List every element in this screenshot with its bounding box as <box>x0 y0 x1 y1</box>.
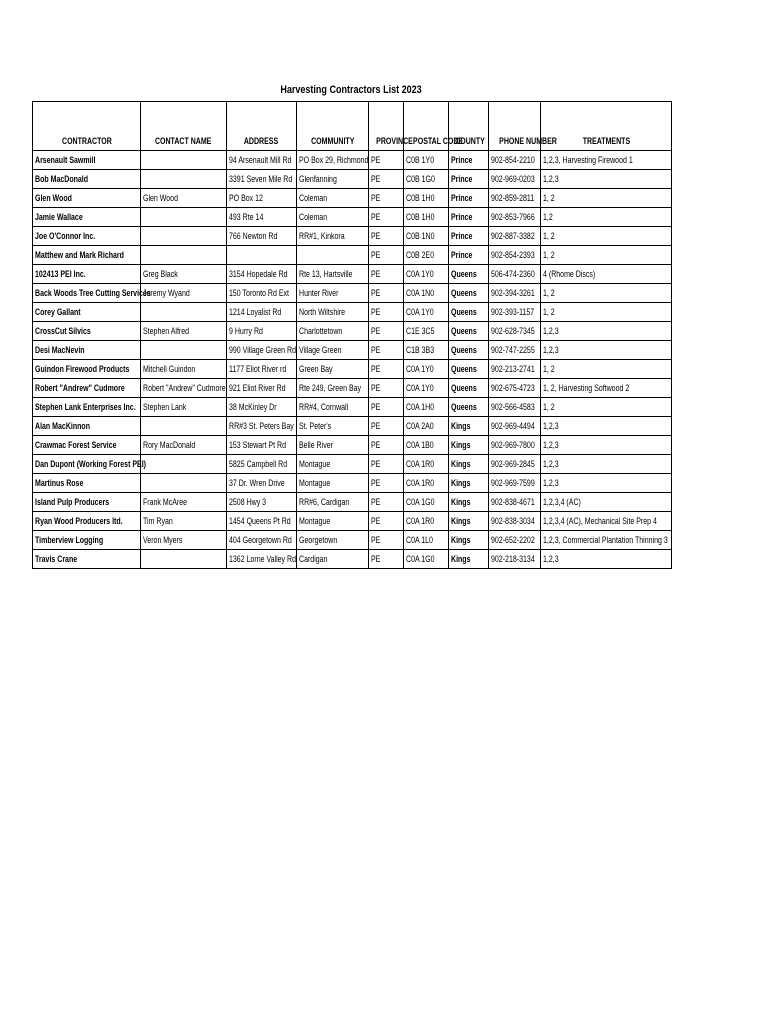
cell-treatments: 1,2 <box>541 208 672 227</box>
cell-community: Coleman <box>297 189 369 208</box>
cell-phone-number: 902-652-2202 <box>489 531 541 550</box>
cell-contractor: Guindon Firewood Products <box>33 360 141 379</box>
cell-phone-number: 902-854-2210 <box>489 151 541 170</box>
table-row <box>33 208 672 227</box>
cell-address: 1362 Lorne Valley Rd <box>227 550 297 569</box>
table-row <box>33 512 672 531</box>
cell-treatments: 1, 2 <box>541 360 672 379</box>
cell-county: Prince <box>449 227 489 246</box>
cell-treatments: 1, 2, Harvesting Softwood 2 <box>541 379 672 398</box>
table-row <box>33 493 672 512</box>
cell-postal-code: C0A 1Y0 <box>404 379 449 398</box>
cell-community: Rte 13, Hartsville <box>297 265 369 284</box>
column-header-county: COUNTY <box>449 102 489 151</box>
cell-phone-number: 902-887-3382 <box>489 227 541 246</box>
cell-treatments: 1, 2 <box>541 284 672 303</box>
cell-contact-name: Stephen Lank <box>141 398 227 417</box>
cell-contact-name <box>141 474 227 493</box>
cell-community: RR#4, Cornwall <box>297 398 369 417</box>
cell-phone-number: 902-393-1157 <box>489 303 541 322</box>
column-header-contact-name: CONTACT NAME <box>141 102 227 151</box>
cell-community: RR#1, Kinkora <box>297 227 369 246</box>
cell-contractor: Glen Wood <box>33 189 141 208</box>
cell-address: 3154 Hopedale Rd <box>227 265 297 284</box>
cell-county: Prince <box>449 151 489 170</box>
cell-county: Queens <box>449 398 489 417</box>
cell-community: Montague <box>297 512 369 531</box>
cell-treatments: 1,2,3 <box>541 455 672 474</box>
cell-province: PE <box>369 208 404 227</box>
cell-treatments: 1, 2 <box>541 398 672 417</box>
cell-contact-name: Veron Myers <box>141 531 227 550</box>
cell-county: Queens <box>449 284 489 303</box>
cell-address: 990 Village Green Rd <box>227 341 297 360</box>
cell-phone-number: 902-218-3134 <box>489 550 541 569</box>
cell-county: Queens <box>449 341 489 360</box>
cell-province: PE <box>369 398 404 417</box>
cell-address: 38 McKinley Dr <box>227 398 297 417</box>
cell-community <box>297 246 369 265</box>
table-row <box>33 455 672 474</box>
cell-phone-number: 902-969-0203 <box>489 170 541 189</box>
header-row <box>33 102 672 151</box>
cell-province: PE <box>369 246 404 265</box>
cell-county: Queens <box>449 265 489 284</box>
cell-treatments: 1,2,3 <box>541 341 672 360</box>
cell-contractor: 102413 PEI Inc. <box>33 265 141 284</box>
cell-county: Kings <box>449 550 489 569</box>
cell-province: PE <box>369 550 404 569</box>
cell-province: PE <box>369 265 404 284</box>
cell-contact-name: Frank McAree <box>141 493 227 512</box>
cell-phone-number: 902-566-4583 <box>489 398 541 417</box>
cell-community: Montague <box>297 455 369 474</box>
cell-address: 1214 Loyalist Rd <box>227 303 297 322</box>
cell-treatments: 4 (Rhome Discs) <box>541 265 672 284</box>
cell-province: PE <box>369 493 404 512</box>
cell-county: Prince <box>449 246 489 265</box>
cell-contractor: Ryan Wood Producers ltd. <box>33 512 141 531</box>
cell-phone-number: 902-838-3034 <box>489 512 541 531</box>
cell-contractor: Desi MacNevin <box>33 341 141 360</box>
cell-address: 9 Hurry Rd <box>227 322 297 341</box>
table-row <box>33 151 672 170</box>
cell-contact-name <box>141 151 227 170</box>
cell-address: 150 Toronto Rd Ext <box>227 284 297 303</box>
cell-contact-name: Rory MacDonald <box>141 436 227 455</box>
cell-treatments: 1,2,3 <box>541 474 672 493</box>
table-row <box>33 474 672 493</box>
column-header-address: ADDRESS <box>227 102 297 151</box>
table-row <box>33 379 672 398</box>
cell-treatments: 1,2,3,4 (AC) <box>541 493 672 512</box>
cell-contractor: Crawmac Forest Service <box>33 436 141 455</box>
column-header-province: PROVINCE <box>369 102 404 151</box>
table-row <box>33 227 672 246</box>
cell-province: PE <box>369 303 404 322</box>
cell-community: Georgetown <box>297 531 369 550</box>
cell-treatments: 1,2,3, Harvesting Firewood 1 <box>541 151 672 170</box>
cell-treatments: 1, 2 <box>541 227 672 246</box>
table-row <box>33 322 672 341</box>
cell-address: PO Box 12 <box>227 189 297 208</box>
cell-contractor: Jamie Wallace <box>33 208 141 227</box>
cell-postal-code: C0B 1H0 <box>404 189 449 208</box>
cell-postal-code: C0B 2E0 <box>404 246 449 265</box>
cell-contractor: CrossCut Silvics <box>33 322 141 341</box>
cell-phone-number: 902-628-7345 <box>489 322 541 341</box>
cell-contact-name: Mitchell Guindon <box>141 360 227 379</box>
cell-treatments: 1,2,3,4 (AC), Mechanical Site Prep 4 <box>541 512 672 531</box>
cell-county: Prince <box>449 189 489 208</box>
cell-treatments: 1,2,3 <box>541 170 672 189</box>
cell-contact-name <box>141 170 227 189</box>
table-row <box>33 189 672 208</box>
cell-province: PE <box>369 512 404 531</box>
cell-treatments: 1, 2 <box>541 189 672 208</box>
cell-phone-number: 902-969-4494 <box>489 417 541 436</box>
cell-address: 5825 Campbell Rd <box>227 455 297 474</box>
cell-postal-code: C0A 1Y0 <box>404 303 449 322</box>
cell-county: Kings <box>449 455 489 474</box>
cell-contractor: Alan MacKinnon <box>33 417 141 436</box>
cell-community: Coleman <box>297 208 369 227</box>
cell-contact-name: Jeremy Wyand <box>141 284 227 303</box>
cell-contractor: Stephen Lank Enterprises Inc. <box>33 398 141 417</box>
cell-postal-code: C0A 1G0 <box>404 550 449 569</box>
contractors-table <box>32 101 672 569</box>
table-row <box>33 170 672 189</box>
cell-county: Queens <box>449 360 489 379</box>
table-row <box>33 360 672 379</box>
cell-province: PE <box>369 379 404 398</box>
cell-treatments: 1,2,3 <box>541 322 672 341</box>
cell-community: Glenfanning <box>297 170 369 189</box>
cell-phone-number: 902-969-2845 <box>489 455 541 474</box>
cell-contact-name <box>141 341 227 360</box>
table-row <box>33 531 672 550</box>
column-header-postal-code: POSTAL CODE <box>404 102 449 151</box>
cell-province: PE <box>369 417 404 436</box>
cell-postal-code: C0A 1L0 <box>404 531 449 550</box>
cell-province: PE <box>369 227 404 246</box>
cell-address: 493 Rte 14 <box>227 208 297 227</box>
table-row <box>33 341 672 360</box>
column-header-treatments: TREATMENTS <box>541 102 672 151</box>
table-row <box>33 550 672 569</box>
cell-community: Village Green <box>297 341 369 360</box>
cell-postal-code: C0A 1N0 <box>404 284 449 303</box>
cell-province: PE <box>369 360 404 379</box>
cell-contact-name: Greg Black <box>141 265 227 284</box>
cell-province: PE <box>369 436 404 455</box>
cell-postal-code: C0B 1N0 <box>404 227 449 246</box>
cell-contact-name: Stephen Alfred <box>141 322 227 341</box>
cell-treatments: 1, 2 <box>541 303 672 322</box>
cell-postal-code: C0A 1R0 <box>404 474 449 493</box>
cell-treatments: 1,2,3 <box>541 417 672 436</box>
cell-postal-code: C0A 1H0 <box>404 398 449 417</box>
cell-postal-code: C0A 1Y0 <box>404 360 449 379</box>
column-header-phone-number: PHONE NUMBER <box>489 102 541 151</box>
cell-county: Kings <box>449 474 489 493</box>
cell-contractor: Arsenault Sawmill <box>33 151 141 170</box>
cell-address: 404 Georgetown Rd <box>227 531 297 550</box>
cell-community: Belle River <box>297 436 369 455</box>
table-row <box>33 246 672 265</box>
cell-province: PE <box>369 151 404 170</box>
cell-contractor: Martinus Rose <box>33 474 141 493</box>
cell-contact-name: Glen Wood <box>141 189 227 208</box>
cell-contact-name <box>141 550 227 569</box>
cell-contact-name <box>141 227 227 246</box>
cell-contact-name <box>141 208 227 227</box>
cell-postal-code: C0A 2A0 <box>404 417 449 436</box>
column-header-community: COMMUNITY <box>297 102 369 151</box>
table-row <box>33 303 672 322</box>
cell-contact-name <box>141 417 227 436</box>
cell-contact-name: Robert "Andrew" Cudmore <box>141 379 227 398</box>
cell-contact-name <box>141 303 227 322</box>
cell-phone-number: 902-969-7599 <box>489 474 541 493</box>
cell-community: Hunter River <box>297 284 369 303</box>
cell-county: Kings <box>449 512 489 531</box>
cell-phone-number: 902-969-7800 <box>489 436 541 455</box>
table-row <box>33 417 672 436</box>
cell-phone-number: 506-474-2360 <box>489 265 541 284</box>
cell-county: Kings <box>449 531 489 550</box>
cell-postal-code: C0B 1G0 <box>404 170 449 189</box>
cell-contractor: Corey Gallant <box>33 303 141 322</box>
cell-contractor: Robert "Andrew" Cudmore <box>33 379 141 398</box>
cell-address: 94 Arsenault Mill Rd <box>227 151 297 170</box>
cell-county: Queens <box>449 322 489 341</box>
cell-address: 921 Eliot River Rd <box>227 379 297 398</box>
cell-county: Prince <box>449 170 489 189</box>
cell-postal-code: C0A 1G0 <box>404 493 449 512</box>
cell-province: PE <box>369 455 404 474</box>
cell-contractor: Matthew and Mark Richard <box>33 246 141 265</box>
cell-postal-code: C0A 1B0 <box>404 436 449 455</box>
cell-contractor: Travis Crane <box>33 550 141 569</box>
cell-community: PO Box 29, Richmond <box>297 151 369 170</box>
cell-postal-code: C1B 3B3 <box>404 341 449 360</box>
cell-contractor: Bob MacDonald <box>33 170 141 189</box>
cell-contractor: Island Pulp Producers <box>33 493 141 512</box>
table-row <box>33 398 672 417</box>
cell-postal-code: C0A 1R0 <box>404 512 449 531</box>
cell-contractor: Dan Dupont (Working Forest PEI) <box>33 455 141 474</box>
cell-postal-code: C1E 3C5 <box>404 322 449 341</box>
cell-contractor: Joe O'Connor Inc. <box>33 227 141 246</box>
cell-postal-code: C0A 1Y0 <box>404 265 449 284</box>
cell-contact-name <box>141 455 227 474</box>
cell-address: 766 Newton Rd <box>227 227 297 246</box>
cell-phone-number: 902-859-2811 <box>489 189 541 208</box>
cell-address: 1454 Queens Pt Rd <box>227 512 297 531</box>
cell-treatments: 1,2,3, Commercial Plantation Thinning 3 <box>541 531 672 550</box>
cell-county: Kings <box>449 493 489 512</box>
cell-address <box>227 246 297 265</box>
cell-contact-name: Tim Ryan <box>141 512 227 531</box>
cell-phone-number: 902-394-3261 <box>489 284 541 303</box>
cell-contact-name <box>141 246 227 265</box>
cell-postal-code: C0A 1R0 <box>404 455 449 474</box>
cell-address: 3391 Seven Mile Rd <box>227 170 297 189</box>
cell-county: Kings <box>449 436 489 455</box>
cell-address: RR#3 St. Peters Bay <box>227 417 297 436</box>
cell-county: Kings <box>449 417 489 436</box>
cell-community: St. Peter's <box>297 417 369 436</box>
cell-province: PE <box>369 189 404 208</box>
cell-phone-number: 902-838-4671 <box>489 493 541 512</box>
cell-community: Cardigan <box>297 550 369 569</box>
cell-province: PE <box>369 284 404 303</box>
document-title: Harvesting Contractors List 2023 <box>280 84 422 96</box>
cell-address: 1177 Eliot River rd <box>227 360 297 379</box>
cell-address: 2508 Hwy 3 <box>227 493 297 512</box>
cell-postal-code: C0B 1Y0 <box>404 151 449 170</box>
cell-county: Prince <box>449 208 489 227</box>
cell-community: Rte 249, Green Bay <box>297 379 369 398</box>
cell-contractor: Timberview Logging <box>33 531 141 550</box>
cell-community: Charlottetown <box>297 322 369 341</box>
cell-contractor: Back Woods Tree Cutting Services <box>33 284 141 303</box>
cell-treatments: 1,2,3 <box>541 550 672 569</box>
cell-treatments: 1,2,3 <box>541 436 672 455</box>
cell-phone-number: 902-853-7966 <box>489 208 541 227</box>
table-row <box>33 265 672 284</box>
cell-community: North Wiltshire <box>297 303 369 322</box>
column-header-contractor: CONTRACTOR <box>33 102 141 151</box>
cell-province: PE <box>369 531 404 550</box>
cell-province: PE <box>369 341 404 360</box>
cell-community: Green Bay <box>297 360 369 379</box>
cell-county: Queens <box>449 303 489 322</box>
cell-address: 37 Dr. Wren Drive <box>227 474 297 493</box>
cell-province: PE <box>369 322 404 341</box>
cell-phone-number: 902-213-2741 <box>489 360 541 379</box>
cell-community: RR#6, Cardigan <box>297 493 369 512</box>
cell-phone-number: 902-854-2393 <box>489 246 541 265</box>
cell-province: PE <box>369 170 404 189</box>
cell-treatments: 1, 2 <box>541 246 672 265</box>
cell-phone-number: 902-675-4723 <box>489 379 541 398</box>
cell-phone-number: 902-747-2255 <box>489 341 541 360</box>
cell-postal-code: C0B 1H0 <box>404 208 449 227</box>
cell-province: PE <box>369 474 404 493</box>
cell-address: 153 Stewart Pt Rd <box>227 436 297 455</box>
cell-community: Montague <box>297 474 369 493</box>
table-row <box>33 436 672 455</box>
table-row <box>33 284 672 303</box>
cell-county: Queens <box>449 379 489 398</box>
